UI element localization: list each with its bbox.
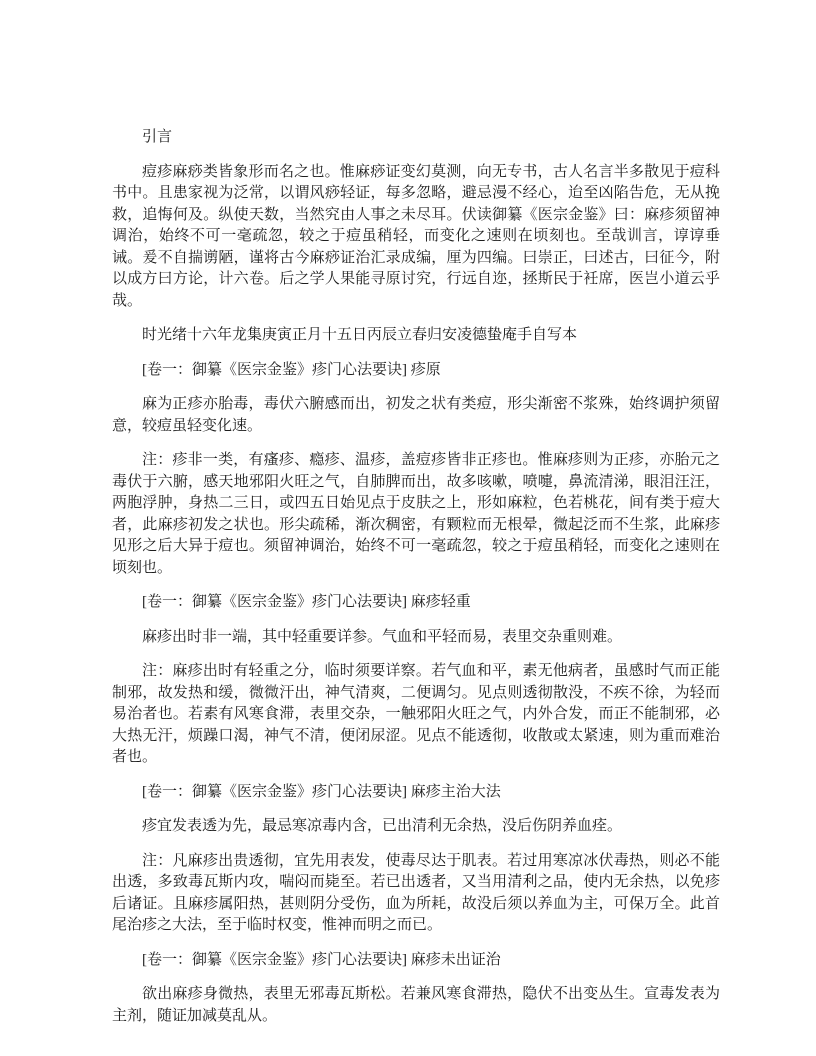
section-heading-qingzhong: [卷一：御纂《医宗金鉴》疹门心法要诀] 麻疹轻重 — [142, 594, 471, 610]
note-qingzhong: 注：麻疹出时有轻重之分，临时须要详察。若气血和平，素无他病者，虽感时气而正能制邪，故发热和缓，微微汗出，神气清爽，二便调匀。见点则透彻散没，不疾不徐，为轻而易治者也。若素有风寒食滞，表里交杂，一触邪阳火旺之气，内外合发，而正不能制邪，必大热无汗，烦躁口渴，神气不清，便闭尿涩。见点不能透彻，收散或太紧速，则为重而难治者也。 — [112, 663, 720, 765]
section-heading-weichuzhengzhi: [卷一：御纂《医宗金鉴》疹门心法要诀] 麻疹未出证治 — [142, 951, 501, 968]
note-zhenyuan: 注：疹非一类，有瘙疹、瘾疹、温疹，盖痘疹皆非正疹也。惟麻疹则为正疹，亦胎元之毒伏于六腑，感天地邪阳火旺之气，自肺脾而出，故多咳嗽，喷嚏，鼻流清涕，眼泪汪汪，两胞浮肿，身热二三日，或四五日始见点于皮肤之上，形如麻粒，色若桃花，间有类于痘大者，此麻疹初发之状也。形尖疏稀，渐次稠密，有颗粒而无根晕，微起泛而不生浆，此麻疹见形之后大异于痘也。须留神调治，始终不可一毫疏忽，较之于痘虽稍轻，而变化之速则在顷刻也。 — [112, 452, 720, 576]
verse-zhenyuan: 麻为正疹亦胎毒，毒伏六腑感而出，初发之状有类痘，形尖渐密不浆殊，始终调护须留意，较痘虽轻变化速。 — [112, 396, 720, 434]
preface-paragraph: 痘疹麻痧类皆象形而名之也。惟麻痧证变幻莫测，向无专书，古人名言半多散见于痘科书中。且患家视为泛常，以谓风痧轻证，每多忽略，避忌漫不经心，迨至凶陷告危，无从挽救，追悔何及。纵使天数，当然究由人事之未尽耳。伏读御纂《医宗金鉴》曰：麻疹须留神调治，始终不可一毫疏忽，较之于痘虽稍轻，而变化之速则在顷刻也。至哉训言，谆谆垂诫。爰不自揣谫陋，谨将古今麻痧证治汇录成编，厘为四编。曰崇正，曰述古，曰征今，附以成方曰方论，计六卷。后之学人果能寻原讨究，行远自迩，拯斯民于衽席，医岂小道云乎哉。 — [112, 163, 720, 309]
note-zhuzhidafa: 注：凡麻疹出贵透彻，宜先用表发，使毒尽达于肌表。若过用寒凉冰伏毒热，则必不能出透，多致毒瓦斯内攻，喘闷而毙至。若已出透者，又当用清利之品，使内无余热，以免疹后诸证。且麻疹属阳热，甚则阴分受伤，血为所耗，故没后须以养血为主，可保万全。此首尾治疹之大法，至于临时权变，惟神而明之而已。 — [112, 852, 720, 933]
intro-heading: 引言 — [142, 129, 173, 145]
verse-zhuzhidafa: 疹宜发表透为先，最忌寒凉毒内含，已出清利无余热，没后伤阴养血痊。 — [142, 818, 623, 834]
colophon-line: 时光绪十六年龙集庚寅正月十五日丙辰立春归安凌德蛰庵手自写本 — [142, 327, 578, 343]
verse-weichuzhengzhi: 欲出麻疹身微热，表里无邪毒瓦斯松。若兼风寒食滞热，隐伏不出变丛生。宣毒发表为主剂，随证加减莫乱从。 — [112, 986, 720, 1024]
section-heading-zhenyuan: [卷一：御纂《医宗金鉴》疹门心法要诀] 疹原 — [142, 361, 441, 378]
section-heading-zhuzhidafa: [卷一：御纂《医宗金鉴》疹门心法要诀] 麻疹主治大法 — [142, 783, 501, 800]
verse-qingzhong: 麻疹出时非一端，其中轻重要详参。气血和平轻而易，表里交杂重则难。 — [142, 628, 623, 645]
